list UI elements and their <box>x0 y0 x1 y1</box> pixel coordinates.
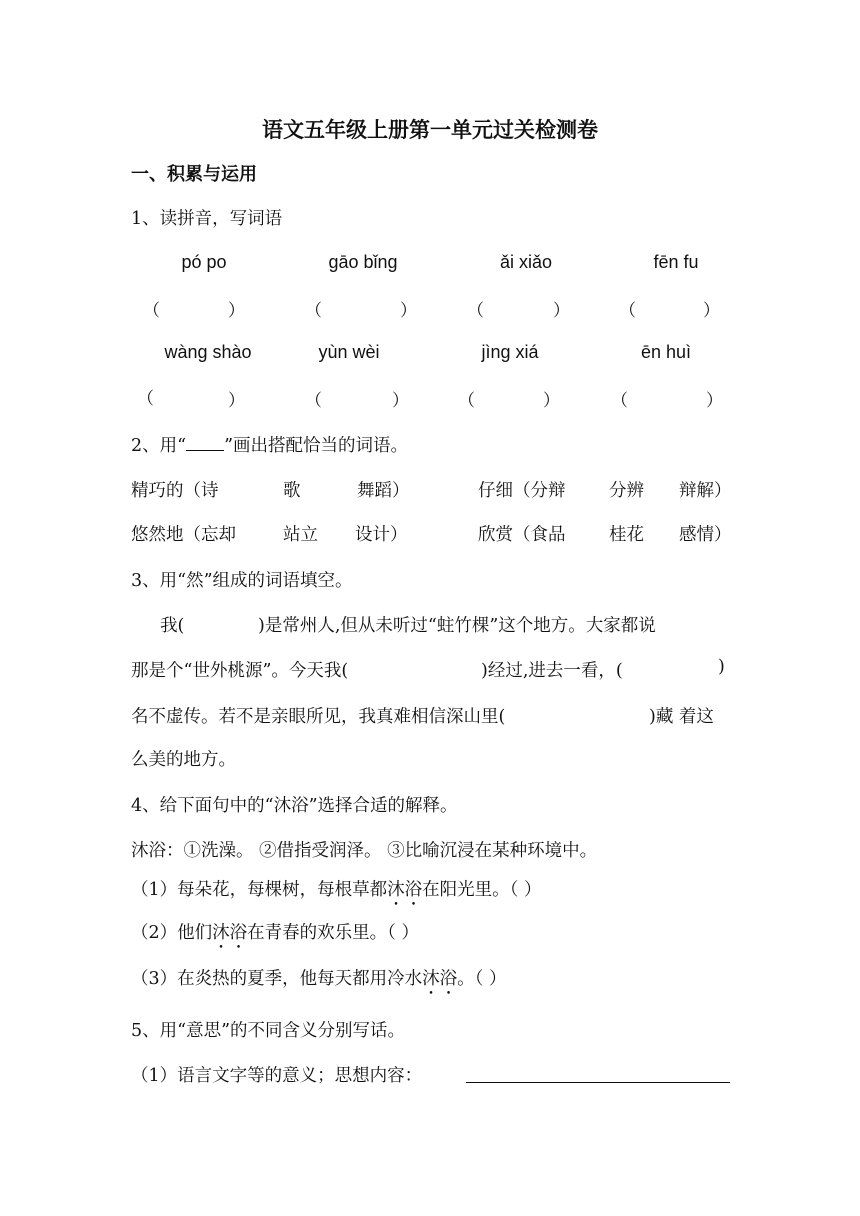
answer-paren-open[interactable]: （ <box>611 391 628 411</box>
q3-line-1a: 我( <box>160 616 185 636</box>
pinyin-3: ǎi xiǎo <box>499 252 553 272</box>
answer-paren-open[interactable]: （ <box>467 301 484 321</box>
word-choice[interactable]: 感情） <box>679 525 732 545</box>
q1-prompt: 1、读拼音，写词语 <box>131 209 283 229</box>
word-choice[interactable]: 站立 <box>283 525 318 545</box>
pinyin-5: wàng shào <box>164 342 252 362</box>
word-choice[interactable]: 舞蹈） <box>357 481 410 501</box>
q4-sentence-3 <box>131 965 506 999</box>
q4-s3-keyword: 沐浴 <box>422 969 458 989</box>
q4-s1-start: （1）每朵花，每棵树，每根草都 <box>131 880 388 900</box>
word-choice[interactable]: 桂花 <box>609 525 644 545</box>
answer-line[interactable] <box>466 1082 730 1083</box>
q4-s2-end[interactable]: 在青春的欢乐里。（ ） <box>247 923 419 943</box>
answer-paren-open[interactable]: （ <box>619 301 636 321</box>
answer-paren-close: ） <box>543 391 560 411</box>
q4-s3-start: （3）在炎热的夏季，他每天都用冷水 <box>131 969 423 989</box>
word-choice: 仔细（分辩 <box>478 481 566 501</box>
q3-line-3a: 名不虚传。若不是亲眼所见，我真难相信深山里( <box>131 707 506 727</box>
page-title: 语文五年级上册第一单元过关检测卷 <box>262 118 598 142</box>
section-heading: 一、积累与运用 <box>131 164 257 185</box>
q3-line-3b: )藏 着这 <box>649 707 714 727</box>
q3-line-2c: ) <box>718 657 725 677</box>
answer-paren-open[interactable]: （ <box>305 391 322 411</box>
word-choice: 精巧的（诗 <box>131 481 219 501</box>
q4-s1-keyword: 沐浴 <box>387 880 423 900</box>
pinyin-6: yùn wèi <box>318 342 380 362</box>
answer-paren-close: ） <box>228 391 245 411</box>
q4-s2-keyword: 沐浴 <box>212 923 248 943</box>
answer-paren-open[interactable]: （ <box>137 389 154 409</box>
answer-paren-close: ） <box>400 301 417 321</box>
pinyin-8: ēn huì <box>640 342 692 362</box>
q2-prompt-start: 2、用“ <box>131 436 187 456</box>
q4-s2-start: （2）他们 <box>131 923 213 943</box>
pinyin-2: gāo bǐng <box>328 252 398 272</box>
q4-prompt: 4、给下面句中的“沐浴”选择合适的解释。 <box>131 796 458 816</box>
q2-prompt-end: ”画出搭配恰当的词语。 <box>224 436 409 456</box>
answer-paren-close: ） <box>553 301 570 321</box>
q4-s3-end[interactable]: 。（ ） <box>457 969 507 989</box>
q2-prompt <box>131 432 408 457</box>
word-choice[interactable]: 辩解） <box>679 481 732 501</box>
word-choice[interactable]: 分辨 <box>609 481 644 501</box>
q3-line-2b: )经过,进去一看，( <box>481 661 623 681</box>
q4-definitions: 沐浴：①洗澡。 ②借指受润泽。 ③比喻沉浸在某种环境中。 <box>131 841 598 861</box>
word-choice: 欣赏（食品 <box>478 525 566 545</box>
answer-paren-close: ） <box>228 301 245 321</box>
answer-paren-close: ） <box>392 391 409 411</box>
pinyin-7: jìng xiá <box>481 342 539 362</box>
answer-paren-close: ） <box>703 301 720 321</box>
pinyin-1: pó po <box>181 252 227 272</box>
q5-prompt: 5、用“意思”的不同含义分别写话。 <box>131 1021 406 1041</box>
answer-paren-open[interactable]: （ <box>305 301 322 321</box>
q3-line-1b: )是常州人,但从未听过“蛀竹棵”这个地方。大家都说 <box>258 616 656 636</box>
word-choice[interactable]: 歌 <box>283 481 301 501</box>
q4-sentence-1 <box>131 876 541 910</box>
underline-sample <box>186 436 224 451</box>
q5-sentence-1: （1）语言文字等的意义；思想内容： <box>131 1066 423 1086</box>
word-choice[interactable]: 设计） <box>355 525 408 545</box>
answer-paren-close: ） <box>706 391 723 411</box>
pinyin-4: fēn fu <box>653 252 699 272</box>
word-choice: 悠然地（忘却 <box>131 525 236 545</box>
q4-sentence-2 <box>131 919 419 953</box>
q4-s1-end[interactable]: 在阳光里。（ ） <box>422 880 542 900</box>
q3-line-4: 么美的地方。 <box>131 750 236 770</box>
q3-prompt: 3、用“然”组成的词语填空。 <box>131 571 353 591</box>
answer-paren-open[interactable]: （ <box>143 301 160 321</box>
answer-paren-open[interactable]: （ <box>458 391 475 411</box>
q3-line-2a: 那是个“世外桃源”。今天我( <box>131 661 349 681</box>
